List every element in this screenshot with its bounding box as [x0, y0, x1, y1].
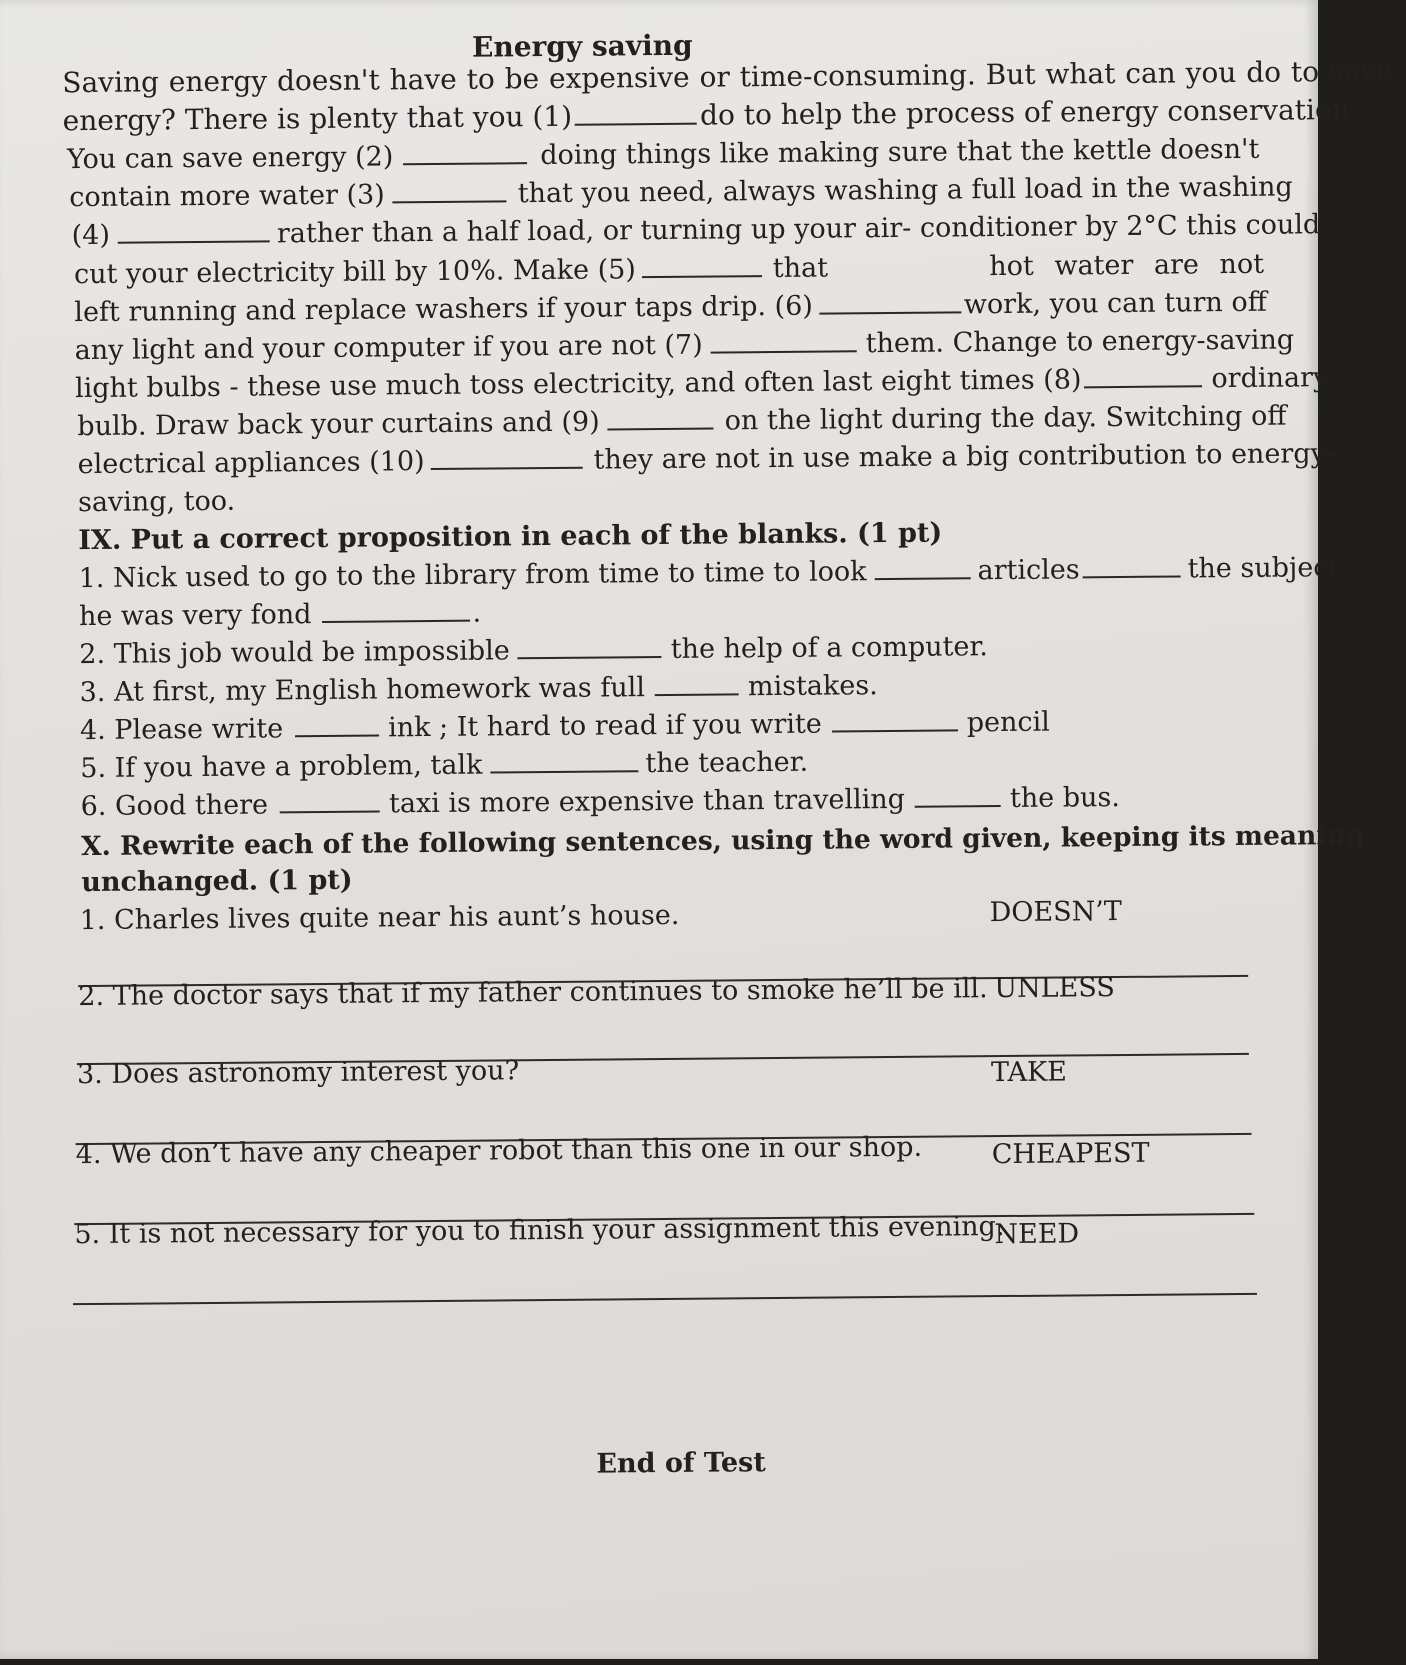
x-item-2-keyword: UNLESS [994, 972, 1115, 1005]
ix-blank [490, 748, 638, 773]
passage-line-4 [69, 171, 1293, 214]
x-item-3-sentence: 3. Does astronomy interest you? [76, 1055, 520, 1091]
end-of-test-label: End of Test [596, 1447, 766, 1480]
ix-blank [874, 555, 970, 580]
question-text: taxi is more expensive than travelling [388, 783, 906, 820]
x-item-2-sentence: 2. The doctor says that if my father continues to smoke he’ll be ill. [78, 973, 988, 1013]
blank-2 [403, 140, 527, 165]
question-text: articles [977, 554, 1080, 587]
question-text: pencil [966, 706, 1050, 739]
passage-text: doing things like making sure that the kettle doesn't [540, 133, 1260, 172]
x-item-1-sentence: 1. Charles lives quite near his aunt’s house. [79, 899, 680, 937]
question-text: mistakes. [747, 670, 878, 703]
ix-blank [295, 712, 379, 737]
ix-blank [321, 598, 469, 623]
passage-text: electrical appliances (10) [77, 446, 425, 481]
passage-text: that you need, always washing a full load in the washing [517, 171, 1293, 210]
question-text: the help of a computer. [670, 631, 989, 665]
ix-blank [832, 707, 958, 732]
passage-line-12 [78, 486, 235, 519]
passage-text: You can save energy (2) [66, 141, 394, 176]
blank-1 [575, 101, 697, 126]
ix-line-6 [80, 747, 808, 785]
passage-text: left running and replace washers if your taps drip. (6) [74, 290, 813, 329]
passage-text: bulb. Draw back your curtains and (9) [77, 406, 600, 443]
passage-text: on the light during the day. Switching off [724, 400, 1287, 437]
question-text: he was very fond [78, 599, 312, 633]
question-text: the subject [1187, 552, 1340, 585]
ix-line-1 [78, 552, 1340, 595]
passage-text: work, you can turn off [963, 286, 1267, 321]
ix-blank [1082, 553, 1180, 578]
question-text: the teacher. [645, 746, 809, 780]
blank-10 [430, 445, 582, 470]
passage-line-11 [78, 438, 1336, 481]
x-item-4-keyword: CHEAPEST [991, 1137, 1150, 1171]
ix-blank [655, 671, 739, 696]
question-text: 5. If you have a problem, talk [80, 749, 483, 785]
passage-text: (4) [71, 219, 111, 252]
passage-text: them. Change to energy-saving [865, 324, 1295, 360]
ix-line-7 [81, 782, 1121, 823]
passage-line-5 [72, 209, 1321, 252]
answer-line-5 [73, 1293, 1257, 1305]
section-x-heading-cont: unchanged. (1 pt) [81, 864, 353, 899]
passage-text: contain more water (3) [69, 179, 385, 214]
question-text: the bus. [1009, 782, 1121, 814]
passage-line-7 [74, 287, 1267, 329]
passage-text: any light and your computer if you are not (7) [74, 329, 703, 367]
x-item-5-sentence: 5. It is not necessary for you to finish your assignment this evening. [74, 1211, 1005, 1251]
x-item-1-keyword: DOESN’T [989, 896, 1122, 929]
passage-line-8 [75, 324, 1295, 367]
ix-blank [280, 788, 380, 813]
passage-line-9 [75, 362, 1328, 405]
question-text: 2. This job would be impossible [79, 635, 510, 671]
passage-text: rather than a half load, or turning up your air- conditioner by 2°C this could [276, 209, 1321, 250]
passage-text: they are not in use make a big contribution to energy- [593, 438, 1336, 476]
passage-text: that [772, 252, 829, 285]
ix-blank [915, 783, 1001, 808]
passage-line-3 [67, 134, 1260, 176]
blank-7 [711, 328, 857, 353]
ix-line-4 [80, 670, 878, 709]
passage-line-1 [62, 56, 1392, 100]
passage-text: saving, too. [77, 485, 236, 519]
blank-9 [608, 406, 714, 431]
passage-text: hot water are not [989, 248, 1265, 283]
section-x-heading: X. Rewrite each of the following sentences, using the word given, keeping its meaning [80, 819, 1365, 863]
question-text: 6. Good there [80, 789, 269, 823]
blank-8 [1084, 363, 1202, 388]
ix-line-5 [80, 707, 1050, 747]
ix-blank [518, 634, 662, 659]
passage-text: cut your electricity bill by 10%. Make (5) [73, 254, 636, 291]
question-text: 4. Please write [79, 713, 284, 747]
x-item-4-sentence: 4. We don’t have any cheaper robot than this one in our shop. [75, 1131, 923, 1171]
passage-line-2 [63, 94, 1359, 137]
passage-line-10 [77, 401, 1286, 444]
page-title: Energy saving [471, 28, 693, 64]
passage-text: do to help the process of energy conservation. [699, 92, 1359, 132]
question-text: ink ; It hard to read if you write [387, 708, 822, 744]
ix-line-3 [79, 631, 988, 671]
question-text: 3. At first, my English homework was full [79, 672, 646, 709]
passage-line-6 [74, 249, 1264, 291]
passage-text: light bulbs - these use much toss electricity, and often last eight times (8) [74, 364, 1082, 405]
question-text: 1. Nick used to go to the library from time to time to look [78, 556, 867, 595]
blank-4 [118, 218, 270, 243]
question-text: . [472, 597, 482, 629]
passage-text: energy? There is plenty that you (1) [62, 99, 573, 138]
passage-text: Saving energy doesn't have to be expensive or time-consuming. But what can you do to save [62, 54, 1393, 100]
blank-6 [819, 289, 961, 314]
x-item-3-keyword: TAKE [990, 1056, 1068, 1089]
blank-3 [393, 178, 507, 203]
passage-text: ordinary [1211, 362, 1329, 395]
section-ix-heading: IX. Put a correct proposition in each of the blanks. (1 pt) [78, 517, 943, 557]
ix-line-2 [79, 598, 481, 634]
x-item-5-keyword: NEED [994, 1218, 1080, 1251]
blank-5 [642, 253, 762, 278]
